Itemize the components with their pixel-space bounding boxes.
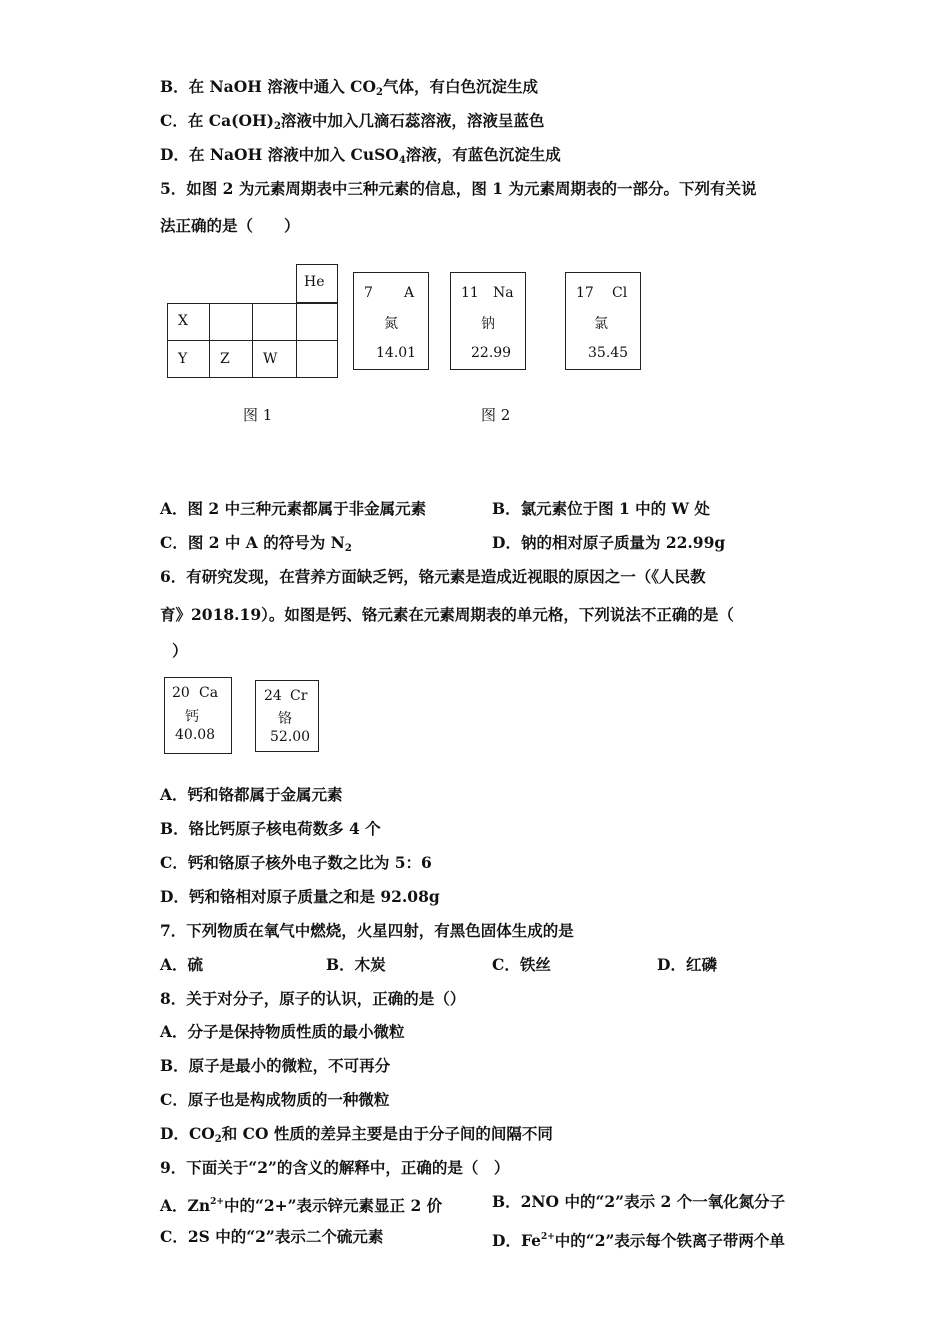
q4-option-b: B．在 NaOH 溶液中通入 $CO_2$气体，有白色沉淀生成 xyxy=(160,77,538,98)
q7-option-a: A．硫 xyxy=(160,955,204,974)
q7-option-c: C．铁丝 xyxy=(492,955,551,974)
q5-option-a: A．图 2 中三种元素都属于非金属元素 xyxy=(160,499,427,518)
q6-option-d: D．钙和铬相对原子质量之和是 92.08g xyxy=(160,887,440,906)
q5-option-b: B．氯元素位于图 1 中的 W 处 xyxy=(492,499,710,518)
q4-option-c: C．在 $Ca(OH)_2$溶液中加入几滴石蕊溶液，溶液呈蓝色 xyxy=(160,111,545,132)
q7-stem: 7．下列物质在氧气中燃烧，火星四射，有黑色固体生成的是 xyxy=(160,921,574,940)
q9-option-a: A．$Zn^{2+}$中的“2+”表示锌元素显正 2 价 xyxy=(160,1196,443,1215)
figure-1-caption: 图 1 xyxy=(243,406,273,424)
element-card-a: 7 A 氮 14.01 xyxy=(353,272,429,370)
q8-option-b: B．原子是最小的微粒，不可再分 xyxy=(160,1056,391,1075)
figure-2-caption: 图 2 xyxy=(481,406,511,424)
q9-option-b: B．2NO 中的“2”表示 2 个一氧化氮分子 xyxy=(492,1192,786,1211)
cell-z: Z xyxy=(209,340,253,378)
cell-w: W xyxy=(252,340,297,378)
q5-option-c: C．图 2 中 A 的符号为 $N_2$ xyxy=(160,533,352,554)
q6-stem-line3: ） xyxy=(172,641,188,660)
element-card-na: 11 Na 钠 22.99 xyxy=(450,272,526,370)
cell-x: X xyxy=(167,303,210,341)
element-card-ca: 20 Ca 钙 40.08 xyxy=(164,677,232,754)
q5-option-d: D．钠的相对原子质量为 22.99g xyxy=(492,533,726,552)
q6-option-c: C．钙和铬原子核外电子数之比为 5：6 xyxy=(160,853,432,872)
q8-option-a: A．分子是保持物质性质的最小微粒 xyxy=(160,1022,405,1041)
q8-option-d: D．$CO_2$和 CO 性质的差异主要是由于分子间的间隔不同 xyxy=(160,1124,553,1145)
cell-empty-4 xyxy=(296,340,338,378)
cell-y: Y xyxy=(167,340,210,378)
cell-empty-2 xyxy=(252,303,297,341)
cell-he: He xyxy=(296,264,338,303)
cell-empty-3 xyxy=(296,303,338,341)
q9-option-d: D．$Fe^{2+}$中的“2”表示每个铁离子带两个单 xyxy=(492,1231,785,1250)
q9-stem: 9．下面关于“2”的含义的解释中，正确的是（ ） xyxy=(160,1158,510,1177)
q6-option-b: B．铬比钙原子核电荷数多 4 个 xyxy=(160,819,381,838)
q6-option-a: A．钙和铬都属于金属元素 xyxy=(160,785,343,804)
q5-stem-line1: 5．如图 2 为元素周期表中三种元素的信息，图 1 为元素周期表的一部分。下列有关说 xyxy=(160,179,757,198)
q8-stem: 8．关于对分子，原子的认识，正确的是（） xyxy=(160,989,466,1008)
element-card-cr: 24 Cr 铬 52.00 xyxy=(255,680,319,752)
q5-stem-line2: 法正确的是（ ） xyxy=(160,216,300,235)
q9-option-c: C．2S 中的“2”表示二个硫元素 xyxy=(160,1227,384,1246)
q7-option-b: B．木炭 xyxy=(326,955,386,974)
q6-stem-line1: 6．有研究发现，在营养方面缺乏钙，铬元素是造成近视眼的原因之一（《人民教 xyxy=(160,567,706,586)
cell-empty-1 xyxy=(209,303,253,341)
q7-option-d: D．红磷 xyxy=(657,955,717,974)
q6-stem-line2: 育》2018.19）。如图是钙、铬元素在元素周期表的单元格，下列说法不正确的是（ xyxy=(160,605,734,624)
q4-option-d: D．在 NaOH 溶液中加入 CuSO$_4$溶液，有蓝色沉淀生成 xyxy=(160,145,561,166)
q8-option-c: C．原子也是构成物质的一种微粒 xyxy=(160,1090,390,1109)
element-card-cl: 17 Cl 氯 35.45 xyxy=(565,272,641,370)
